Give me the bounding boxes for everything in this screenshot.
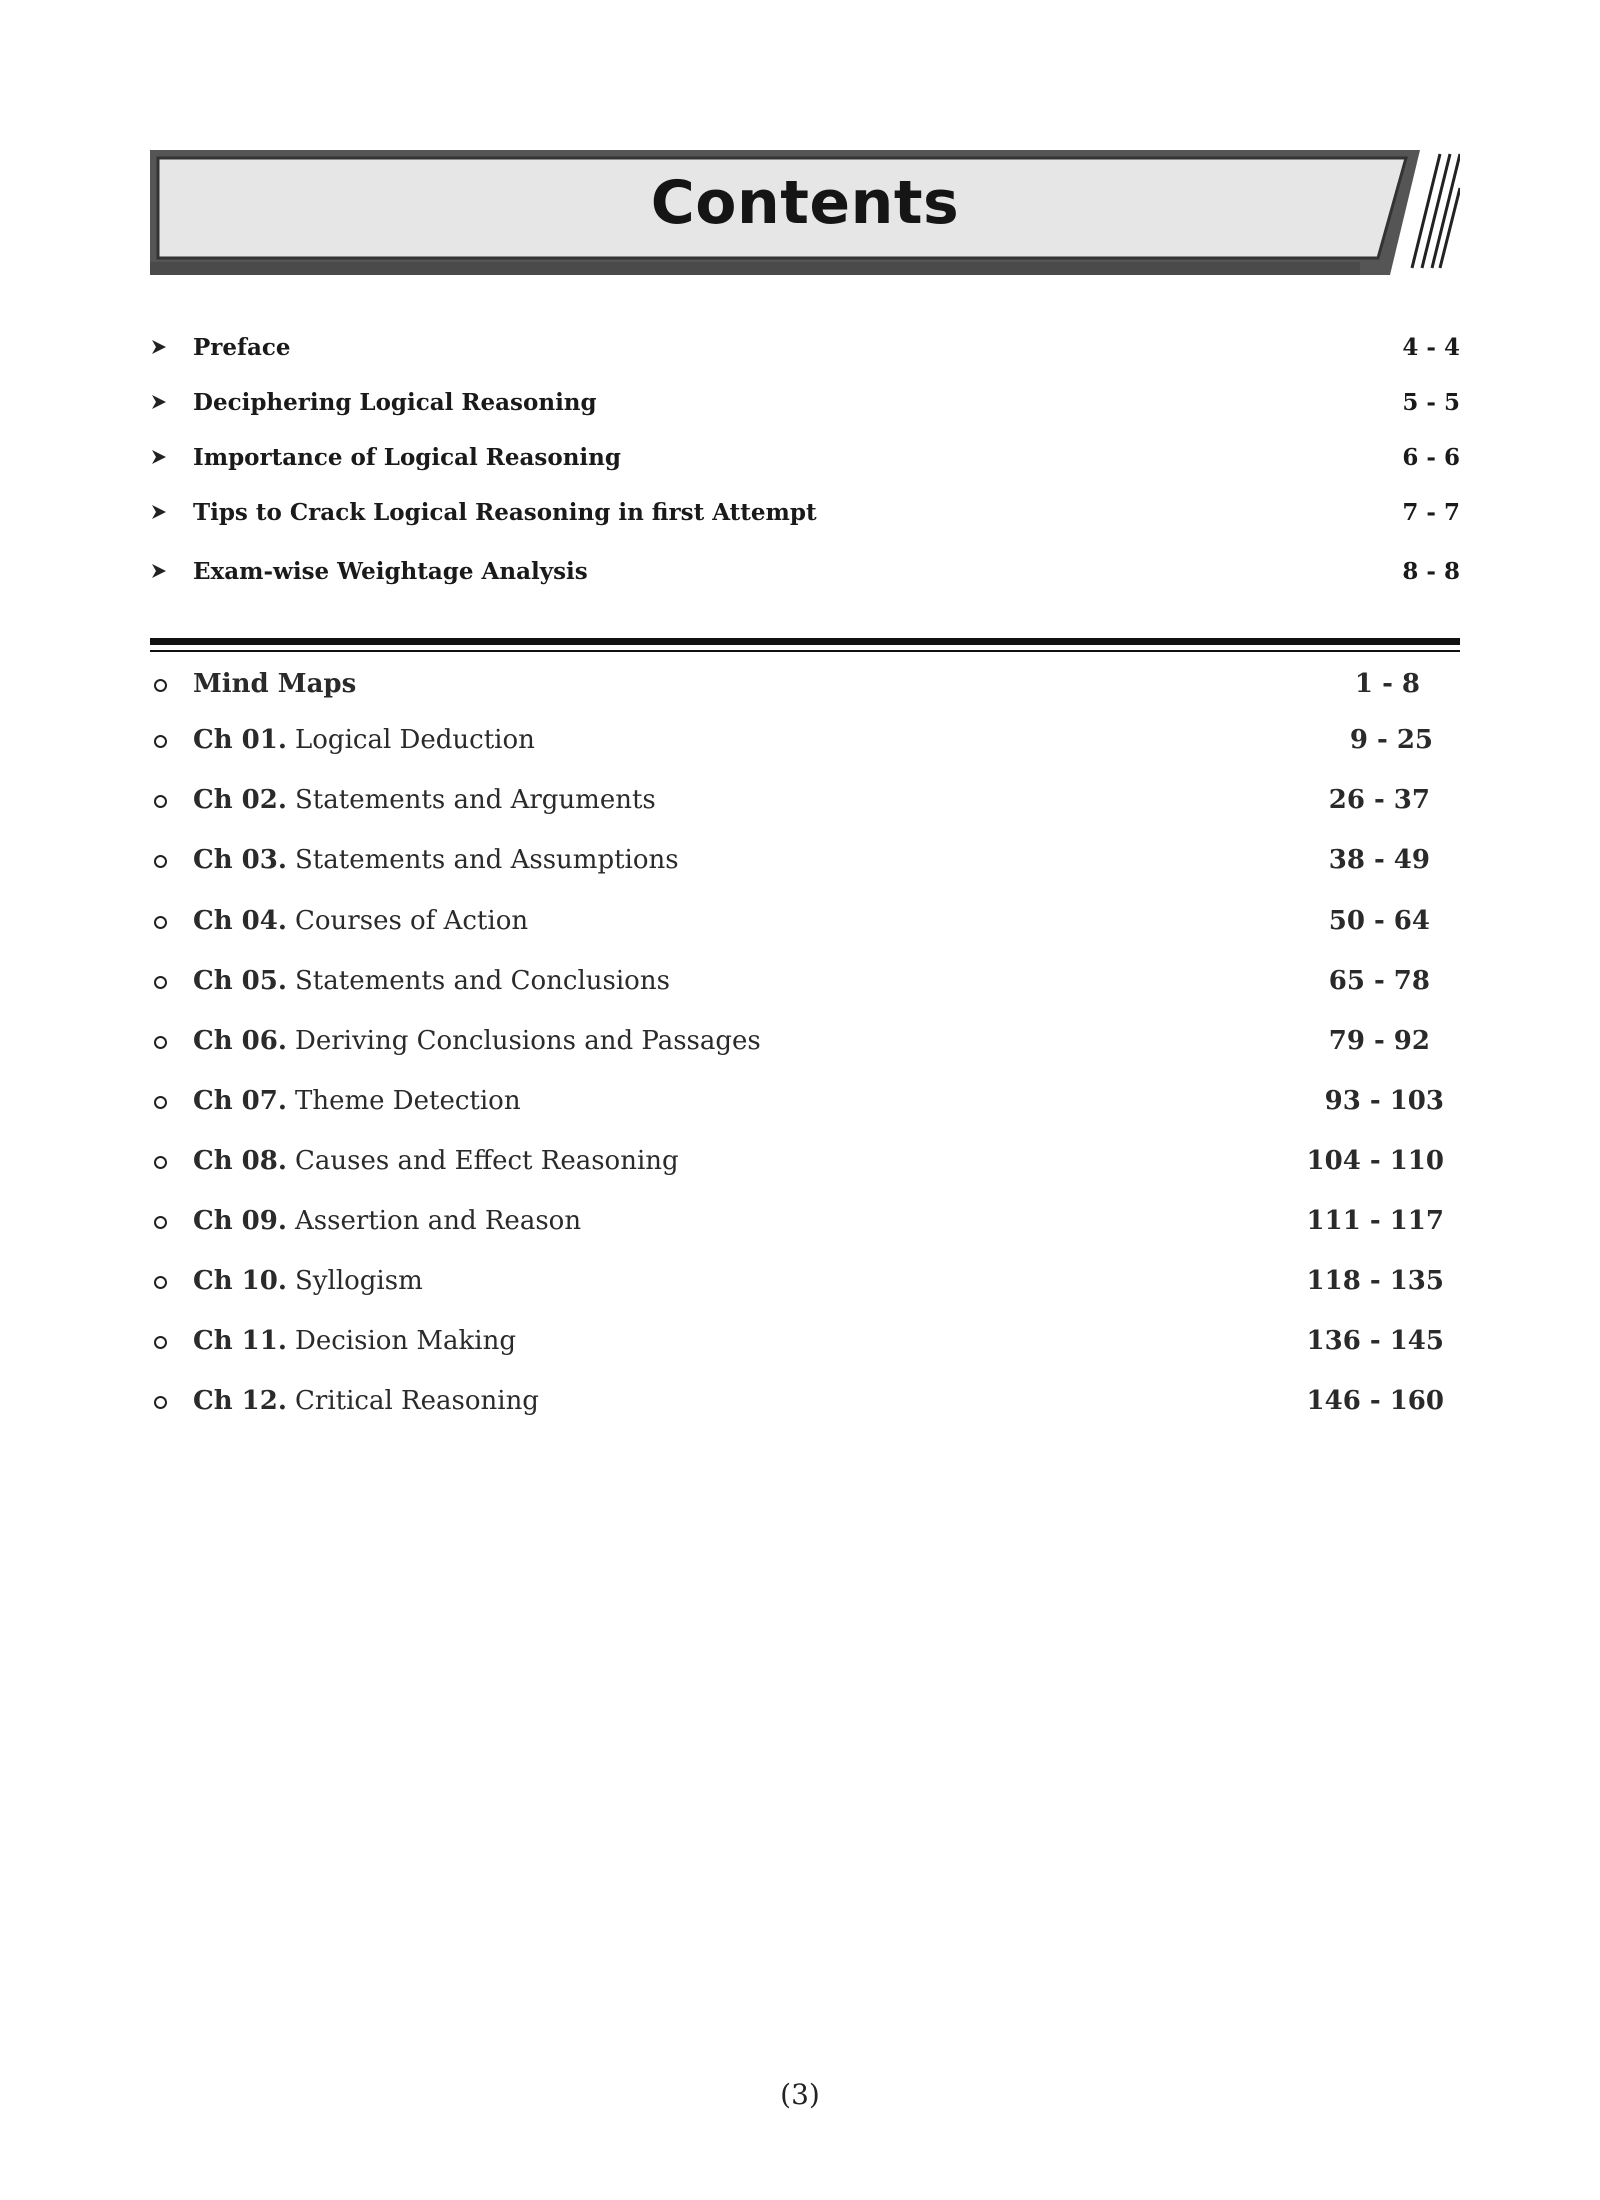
toc-item-chapter[interactable] (150, 1381, 1444, 1425)
section-divider-thin (150, 650, 1460, 652)
chapter-title: Logical Deduction (295, 725, 535, 755)
arrow-bullet-icon (150, 337, 168, 357)
toc-item-chapter[interactable] (150, 901, 1430, 945)
circle-bullet-icon (154, 855, 167, 868)
section-divider-thick (150, 638, 1460, 645)
circle-bullet-icon (154, 1396, 167, 1409)
front-matter-label: Deciphering Logical Reasoning (193, 389, 597, 416)
chapter-number: Ch 01. (193, 725, 287, 755)
front-matter-item-importance[interactable] (150, 440, 1460, 480)
chapter-title: Critical Reasoning (295, 1386, 539, 1416)
chapter-number: Ch 08. (193, 1146, 287, 1176)
chapter-pages: 146 - 160 (1306, 1386, 1444, 1416)
circle-bullet-icon (154, 1336, 167, 1349)
chapter-pages: 50 - 64 (1328, 906, 1430, 936)
chapter-pages: 38 - 49 (1328, 845, 1430, 875)
chapter-title: Courses of Action (295, 906, 529, 936)
toc-item-mind-maps[interactable] (150, 664, 1420, 708)
chapter-title: Syllogism (295, 1266, 423, 1296)
circle-bullet-icon (154, 916, 167, 929)
contents-banner (150, 150, 1460, 275)
toc-item-label: Mind Maps (193, 669, 357, 699)
front-matter-item-tips[interactable] (150, 495, 1460, 535)
page-number: (3) (780, 2078, 820, 2111)
toc-item-chapter[interactable] (150, 1321, 1444, 1365)
chapter-number: Ch 11. (193, 1326, 287, 1356)
chapter-number: Ch 06. (193, 1026, 287, 1056)
toc-item-chapter[interactable] (150, 1201, 1444, 1245)
front-matter-pages: 4 - 4 (1402, 334, 1460, 361)
toc-item-chapter[interactable] (150, 1021, 1430, 1065)
chapter-number: Ch 10. (193, 1266, 287, 1296)
chapter-number: Ch 07. (193, 1086, 287, 1116)
chapter-title: Statements and Conclusions (295, 966, 670, 996)
front-matter-item-deciphering[interactable] (150, 385, 1460, 425)
circle-bullet-icon (154, 1096, 167, 1109)
chapter-pages: 79 - 92 (1328, 1026, 1430, 1056)
chapter-pages: 93 - 103 (1324, 1086, 1444, 1116)
toc-item-chapter[interactable] (150, 1261, 1444, 1305)
front-matter-pages: 6 - 6 (1402, 444, 1460, 471)
circle-bullet-icon (154, 1216, 167, 1229)
front-matter-label: Tips to Crack Logical Reasoning in first Attempt (193, 499, 817, 526)
circle-bullet-icon (154, 1276, 167, 1289)
chapter-pages: 9 - 25 (1349, 725, 1433, 755)
chapter-number: Ch 05. (193, 966, 287, 996)
toc-item-chapter[interactable] (150, 720, 1433, 764)
chapter-pages: 111 - 117 (1306, 1206, 1444, 1236)
arrow-bullet-icon (150, 561, 168, 581)
front-matter-label: Exam-wise Weightage Analysis (193, 558, 588, 585)
chapter-title: Causes and Effect Reasoning (295, 1146, 679, 1176)
circle-bullet-icon (154, 679, 167, 692)
chapter-title: Decision Making (295, 1326, 517, 1356)
chapter-title: Deriving Conclusions and Passages (295, 1026, 761, 1056)
chapter-number: Ch 03. (193, 845, 287, 875)
front-matter-item-weightage[interactable] (150, 554, 1460, 594)
chapter-pages: 118 - 135 (1306, 1266, 1444, 1296)
chapter-title: Theme Detection (295, 1086, 521, 1116)
chapter-number: Ch 09. (193, 1206, 287, 1236)
chapter-pages: 136 - 145 (1306, 1326, 1444, 1356)
arrow-bullet-icon (150, 502, 168, 522)
chapter-title: Assertion and Reason (295, 1206, 582, 1236)
chapter-title: Statements and Arguments (295, 785, 656, 815)
chapter-title: Statements and Assumptions (295, 845, 679, 875)
toc-item-chapter[interactable] (150, 961, 1430, 1005)
circle-bullet-icon (154, 735, 167, 748)
front-matter-pages: 5 - 5 (1402, 389, 1460, 416)
front-matter-label: Importance of Logical Reasoning (193, 444, 621, 471)
toc-item-chapter[interactable] (150, 1141, 1444, 1185)
arrow-bullet-icon (150, 392, 168, 412)
chapter-pages: 104 - 110 (1306, 1146, 1444, 1176)
front-matter-item-preface[interactable] (150, 330, 1460, 370)
toc-item-pages: 1 - 8 (1354, 669, 1420, 699)
arrow-bullet-icon (150, 447, 168, 467)
page-title: Contents (650, 168, 960, 238)
chapter-pages: 26 - 37 (1328, 785, 1430, 815)
chapter-pages: 65 - 78 (1328, 966, 1430, 996)
circle-bullet-icon (154, 795, 167, 808)
toc-item-chapter[interactable] (150, 840, 1430, 884)
chapter-number: Ch 12. (193, 1386, 287, 1416)
chapter-number: Ch 02. (193, 785, 287, 815)
circle-bullet-icon (154, 1036, 167, 1049)
toc-item-chapter[interactable] (150, 780, 1430, 824)
chapter-number: Ch 04. (193, 906, 287, 936)
toc-item-chapter[interactable] (150, 1081, 1444, 1125)
front-matter-label: Preface (193, 334, 291, 361)
circle-bullet-icon (154, 1156, 167, 1169)
front-matter-pages: 7 - 7 (1402, 499, 1460, 526)
front-matter-pages: 8 - 8 (1402, 558, 1460, 585)
circle-bullet-icon (154, 976, 167, 989)
